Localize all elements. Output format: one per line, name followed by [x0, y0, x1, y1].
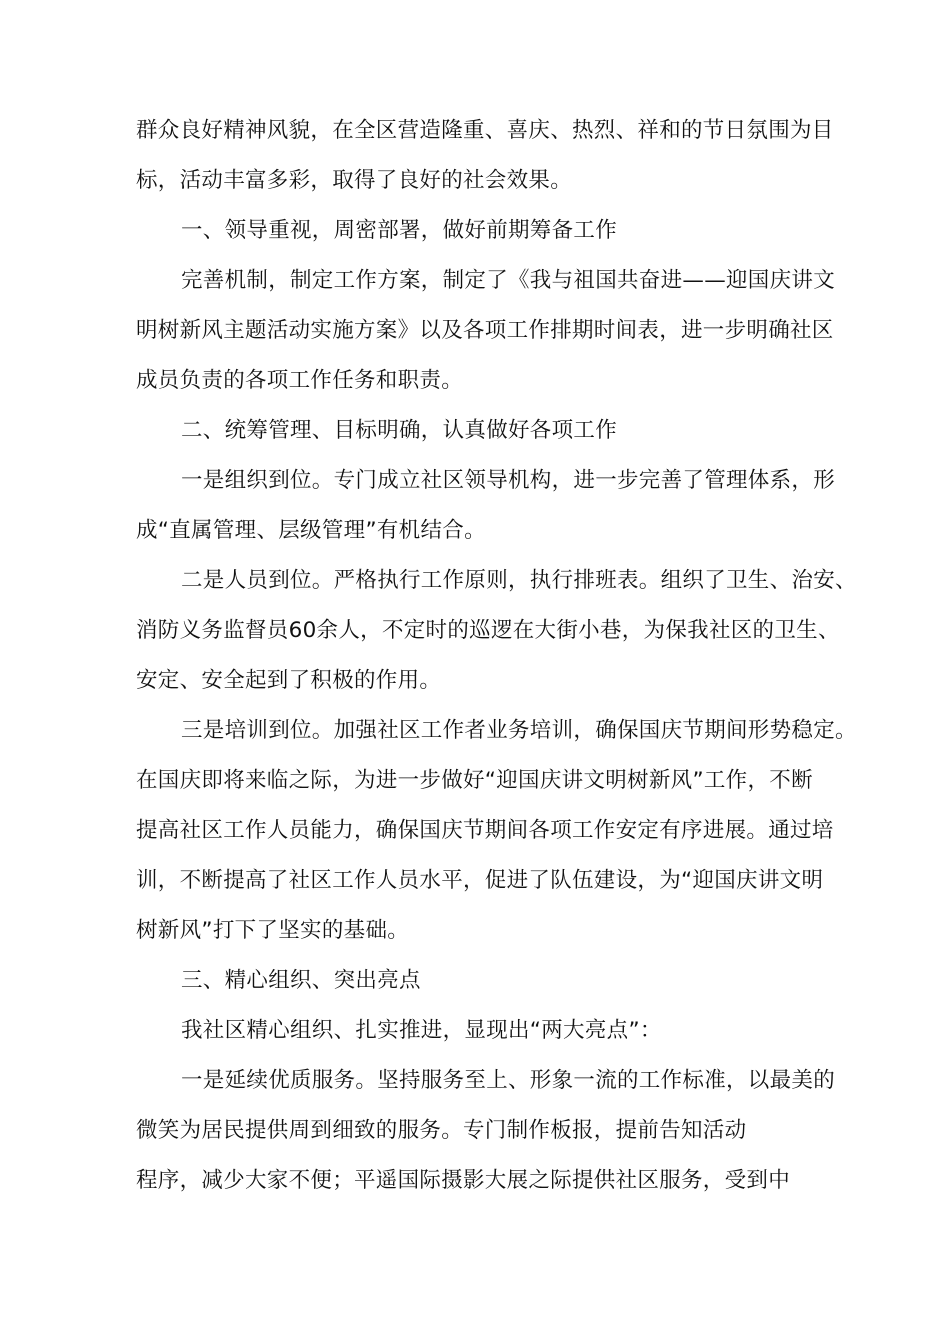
- section-heading: 二、统筹管理、目标明确，认真做好各项工作: [181, 418, 618, 443]
- text-line: 程序，减少大家不便；平遥国际摄影大展之际提供社区服务，受到中: [136, 1168, 791, 1193]
- text-line: 训，不断提高了社区工作人员水平，促进了队伍建设，为“迎国庆讲文明: [136, 868, 824, 893]
- text-line: 完善机制，制定工作方案，制定了《我与祖国共奋进——迎国庆讲文: [181, 268, 836, 293]
- text-line: 微笑为居民提供周到细致的服务。专门制作板报，提前告知活动: [136, 1118, 747, 1143]
- text-line: 明树新风主题活动实施方案》以及各项工作排期时间表，进一步明确社区: [136, 318, 834, 343]
- text-line: 三是培训到位。加强社区工作者业务培训，确保国庆节期间形势稳定。: [181, 718, 857, 743]
- text-line: 树新风”打下了坚实的基础。: [136, 918, 410, 943]
- text-line: 成“直属管理、层级管理”有机结合。: [136, 518, 486, 543]
- text-line: 在国庆即将来临之际，为进一步做好“迎国庆讲文明树新风”工作，不断: [136, 768, 813, 793]
- section-heading: 一、领导重视，周密部署，做好前期筹备工作: [181, 218, 618, 243]
- text-line: 安定、安全起到了积极的作用。: [136, 668, 442, 693]
- text-line: 提高社区工作人员能力，确保国庆节期间各项工作安定有序进展。通过培: [136, 818, 834, 843]
- text-line: 我社区精心组织、扎实推进，显现出“两大亮点”：: [181, 1018, 662, 1043]
- text-line: 二是人员到位。严格执行工作原则，执行排班表。组织了卫生、治安、: [181, 568, 857, 593]
- text-line: 标，活动丰富多彩，取得了良好的社会效果。: [136, 168, 573, 193]
- section-heading: 三、精心组织、突出亮点: [181, 968, 421, 993]
- text-line: 消防义务监督员60余人，不定时的巡逻在大街小巷，为保我社区的卫生、: [136, 618, 840, 643]
- text-line: 一是延续优质服务。坚持服务至上、形象一流的工作标准，以最美的: [181, 1068, 836, 1093]
- text-line: 成员负责的各项工作任务和职责。: [136, 368, 464, 393]
- text-line: 群众良好精神风貌，在全区营造隆重、喜庆、热烈、祥和的节日氛围为目: [136, 118, 834, 143]
- text-line: 一是组织到位。专门成立社区领导机构，进一步完善了管理体系，形: [181, 468, 836, 493]
